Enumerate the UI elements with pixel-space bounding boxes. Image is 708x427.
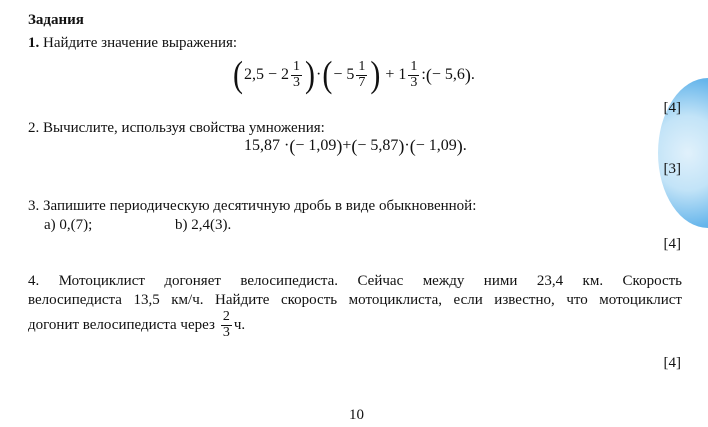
task4-unit: ч. xyxy=(233,316,246,333)
page-number: 10 xyxy=(349,407,364,423)
task1-text: Найдите значение выражения: xyxy=(43,35,238,51)
task1-mark: [4] xyxy=(663,100,681,116)
task1-term-a: 2,5 − 2 xyxy=(244,66,290,83)
task1-colon: : xyxy=(421,66,426,83)
task2-term-a: 15,87 · xyxy=(244,137,290,154)
task1-term-b: − 5 xyxy=(333,66,355,83)
task1-number: 1. xyxy=(28,35,40,51)
task1-expression: ( 2,5 − 2 $\frac{1}{3}$ ) · ( − 5 $\frac{1}{7}$ ) + 1 $\frac{1}{3}$ : ( − 5,6 ) . xyxy=(233,53,475,95)
task4-mark: [4] xyxy=(663,355,681,371)
task3-option-a: a) 0,(7); xyxy=(44,217,93,233)
task1-plus-term: + 1 xyxy=(385,66,407,83)
task3-option-b: b) 2,4(3). xyxy=(175,217,232,233)
task3-mark: [4] xyxy=(663,236,681,252)
task2-prompt: 2. Вычислите, используя свойства умножения: xyxy=(28,120,325,136)
task1-fraction-2: $\frac{1}{7}$ xyxy=(358,58,366,90)
task4-line-2: велосипедиста 13,5 км/ч. Найдите скорость мотоциклиста, если известно, что мотоциклист xyxy=(28,292,682,308)
task2-dot: · xyxy=(404,137,410,154)
task1-dot: · xyxy=(316,66,322,83)
task4-fraction: $\frac{2}{3}$ xyxy=(222,309,230,340)
task1-fraction-3: $\frac{1}{3}$ xyxy=(410,58,418,90)
task1-term-c: − 5,6 xyxy=(431,66,465,83)
task4-line-1: 4. Мотоциклист догоняет велосипедиста. Сейчас между ними 23,4 км. Скорость xyxy=(28,273,682,289)
task2-mark: [3] xyxy=(663,161,681,177)
section-heading: Задания xyxy=(28,12,84,28)
task3-prompt: 3. Запишите периодическую десятичную дробь в виде обыкновенной: xyxy=(28,198,477,214)
task1-prompt xyxy=(28,35,237,52)
task2-term-d: − 1,09 xyxy=(415,137,457,154)
task2-expression: 15,87 · ( − 1,09 ) + ( − 5,87 ) · ( − 1,09 ) . xyxy=(244,136,467,156)
task2-term-b: − 1,09 xyxy=(295,137,337,154)
task2-term-c: − 5,87 xyxy=(357,137,399,154)
task4-line-3 xyxy=(28,310,245,340)
task4-line-3-text: догонит велосипедиста через xyxy=(28,316,215,333)
task1-fraction-1: $\frac{1}{3}$ xyxy=(293,58,301,90)
task2-plus: + xyxy=(342,137,352,154)
